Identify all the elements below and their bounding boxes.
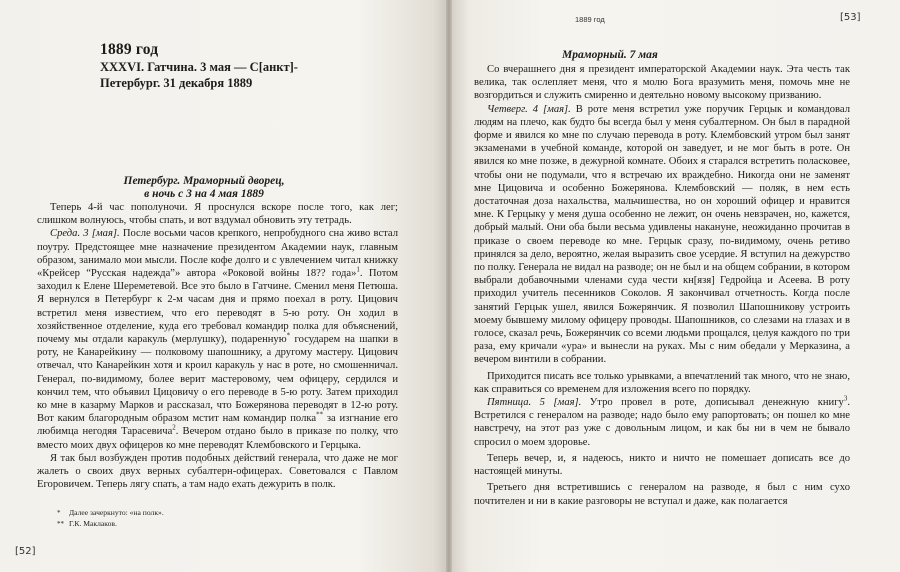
- footnote: [57, 519, 357, 530]
- footnote-ref: *: [286, 331, 291, 340]
- text-run: В роте меня встретил уже поручик Герцык и командовал людям на плечо, как будто бы всегда был у меня субалтерном. Он был в парадной форме и явился ко мне по случаю перевода в роту. Клембовский утром был занят экзаменами в учебной команде, которой он заведует, и не мог быть в роте. Он явился ко мне позже, в дежурной комнате. Обоих я старался встретить поласковее, чтобы они не подумали, что я встречаю их враждебно. Никогда они не заменят мне Цицовича и особенно Божерянова. Клембовский — поляк, в нем есть достаточная доза нахальства, мальчишества, но он хороший офицер и нравится мне. К Герцыку у меня душа особенно не лежит, он очень невзрачен, но, кажется, добрый малый. Они оба были весьма удивлены накануне, неожиданно прочитав в приказе о своем переводе ко мне. Герцык сразу, по-видимому, очень ретиво принялся за дело, вероятно, желая выразить свое усердие. Я вступил на дежурство по полку. Генерала не видал на разводе; он не был и на общем собрании, в котором выбрали добавочными членами суда чести кн[язя] Гедройца и Асеева. В роту приходил учитель песенников Соколов. Я закончивал отчетность. Когда после занятий Герцык ушел, явился Божерянчик. Я позволил Шапошникову устроить моему бывшему милому офицеру проводы. Шапошников, со слезами на глазах и в голосе, сказал речь, Божерянчик со всеми людьми прощался, целуя каждого по три раза, ему кричали «ура» и вынесли на руках. Мы с ним обедали у Мерказина, а вечером винтили в собрании.: [474, 103, 850, 366]
- footnote: [57, 508, 357, 519]
- paragraph: Приходится писать все только урывками, а впечатлений так много, что не знаю, как справиться со временем для изложения всего по порядку.: [474, 370, 850, 395]
- page-number-left: [52]: [15, 546, 36, 557]
- text-run: . Вечером отдано было в приказе по полку, что вместо моих двух офицеров ко мне переводят Клембовского и Герцыка.: [37, 426, 398, 451]
- paragraph: Я так был возбужден против подобных действий генерала, что даже не мог жалеть о своих двух верных субалтерн-офицерах. Советовался с Павлом Егоровичем. Теперь лягу спать, а там надо ехать дежурить в полк.: [37, 452, 398, 491]
- text-run: Утро провел в роте, дописывал денежную книгу: [581, 397, 844, 409]
- paragraph: [37, 227, 398, 451]
- footnote-ref: 2: [172, 423, 176, 432]
- paragraph: [474, 103, 850, 367]
- footnote-mark: **: [57, 519, 64, 528]
- paragraph: Со вчерашнего дня я президент императорской Академии наук. Эта честь так велика, так ослепляет меня, что я молю Бога вразумить меня, помочь мне не возгордиться и служить смиренно и деятельно новому высокому призванию.: [474, 64, 850, 102]
- date-lead: Пятница. 5 [мая].: [487, 397, 582, 409]
- page-number-right: [53]: [840, 12, 861, 23]
- text-run: . Встретился с генералом на разводе; надо было ему рапортовать; он пошел ко мне навстречу, на этот раз уже с довольным лицом, и как бы ни в чем не бывало спросил о моем здоровье.: [474, 397, 850, 448]
- text-run: за изгнание его любимца негодяя Тарасевича: [37, 413, 398, 438]
- chapter-subtitle: XXXVI. Гатчина. 3 мая — С[анкт]-Петербург. 31 декабря 1889: [100, 60, 298, 90]
- place-heading: [114, 175, 294, 201]
- text-run: После восьми часов крепкого, непробудного сна живо встал поутру. Предстоящее мне назначение президентом Академии наук, главным образом, занимало мои мысли. После кофе долго и с увлечением читал книжку «Крейсер “Русская надежда”» автора «Роковой войны 18?? года»: [37, 228, 398, 280]
- place-line-2: в ночь с 3 на 4 мая 1889: [144, 188, 264, 200]
- paragraph: Теперь 4-й час пополуночи. Я проснулся вскоре после того, как лег; слишком волнуюсь, чтобы спать, и вот вздумал обновить эту тетрадь.: [37, 202, 398, 227]
- right-body-text: [474, 63, 850, 508]
- paragraph: Теперь вечер, и, я надеюсь, никто и ничто не помешает дописать все до настоящей минуты.: [474, 452, 850, 478]
- footnote-mark: *: [57, 509, 61, 517]
- footnote-ref: 1: [356, 265, 360, 274]
- footnote-text: Далее зачеркнуто: «на полк».: [69, 508, 164, 517]
- paragraph: [474, 396, 850, 449]
- entry-heading: Мраморный. 7 мая: [562, 49, 658, 61]
- footnote-ref: **: [316, 410, 324, 419]
- date-lead: Четверг. 4 [мая].: [487, 103, 571, 115]
- footnote-text: Г.К. Маклаков.: [69, 518, 117, 528]
- left-body-text: [37, 201, 398, 491]
- place-line-1: Петербург. Мраморный дворец,: [123, 175, 285, 187]
- running-head: 1889 год: [575, 15, 605, 24]
- left-page: [0, 0, 446, 572]
- right-page: [452, 0, 900, 572]
- text-run: государем на шапки в роту, не Канарейкину — полковому шапошнику, а другому мастеру. Цицович отвечал, что Канарейкин хотя и кроил каракуль у нас в роте, но смошенничал. Генерал, по-видимому, более верит мастеровому, чем офицеру, сердился и кончил тем, что объявил Цицовичу о его переводе в 5-ю роту. Затем приходил ко мне в казарму Марков и рассказал, что Божерянова переводят в 12-ю роту. Вот каким благородным образом мстит нам командир полка: [37, 334, 398, 425]
- text-run: . Потом заходил к Елене Шереметевой. Все это было в Гатчине. Сменил меня Петюша. Я вернулся в Петербург к 2-м часам дня и прямо поехал в роту. Цицович встретил меня известием, что его переводят в 5-ю роту. Он ходил в хозяйственное отделение, куда его требовал командир полка для объяснений, почему мы отдали каракуль (мерлушку), подаренную: [37, 268, 398, 346]
- paragraph: Третьего дня встретившись с генералом на разводе, я был с ним сухо почтителен и ни в какие разговоры не вступал и даже, как полагается: [474, 482, 850, 507]
- footnote-ref: 3: [843, 394, 848, 403]
- date-lead: Среда. 3 [мая].: [50, 228, 120, 240]
- chapter-title: 1889 год: [100, 41, 159, 58]
- footnotes: [57, 508, 357, 529]
